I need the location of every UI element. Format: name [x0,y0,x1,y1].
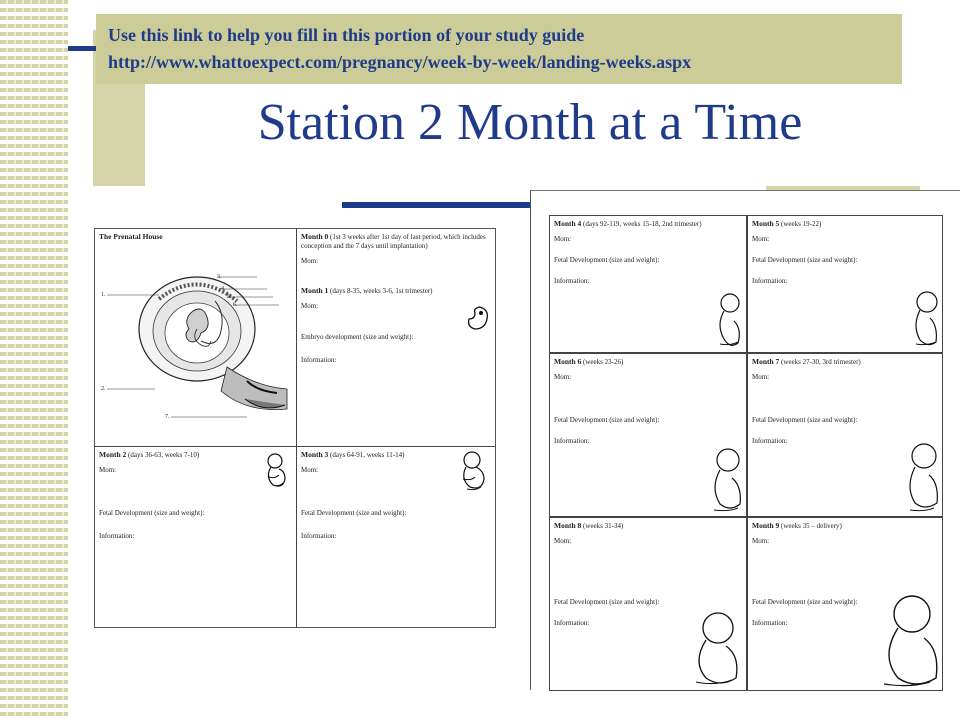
fetus-month-4-icon [714,292,744,350]
month-6-subtitle: (weeks 23-26) [583,358,624,366]
month-6-information: Information: [554,437,590,445]
month-5-information: Information: [752,277,788,285]
label-number-6: 6. [233,302,238,308]
month-2-development: Fetal Development (size and weight): [99,509,205,517]
month-6-header: Month 6 [554,357,582,366]
month-1-mom: Mom: [301,302,319,310]
month-0-1-cell [297,229,495,447]
fetus-month-9-icon [876,592,942,691]
month-4-mom: Mom: [554,235,572,243]
label-number-1: 1. [101,292,106,298]
month-4-development: Fetal Development (size and weight): [554,256,660,264]
banner-instruction: Use this link to help you fill in this portion of your study guide [108,25,585,45]
month-3-information: Information: [301,532,337,540]
fetus-month-6-icon [708,446,744,516]
month-4-subtitle: (days 92-119, weeks 15-18, 2nd trimester) [583,220,702,228]
month-5-development: Fetal Development (size and weight): [752,256,858,264]
month-7-subtitle: (weeks 27-30, 3rd trimester) [781,358,861,366]
month-9-header: Month 9 [752,521,780,530]
embryo-month-1-icon [465,303,493,335]
month-7-cell [747,353,943,517]
month-0-header: Month 0 [301,232,329,241]
month-8-header: Month 8 [554,521,582,530]
worksheet-page-2 [530,190,960,690]
month-7-mom: Mom: [752,373,770,381]
month-9-cell [747,517,943,691]
month-9-mom: Mom: [752,537,770,545]
month-8-mom: Mom: [554,537,572,545]
month-5-header: Month 5 [752,219,780,228]
month-1-header: Month 1 [301,286,329,295]
month-6-mom: Mom: [554,373,572,381]
slide-title: Station 2 Month at a Time [257,94,803,151]
month-1-subtitle: (days 8-35, weeks 3-6, 1st trimester) [330,287,433,295]
prenatal-house-cell [95,229,297,447]
month-3-header: Month 3 [301,450,329,459]
label-number-4: 4. [221,286,226,292]
month-0-mom: Mom: [301,257,319,265]
month-8-information: Information: [554,619,590,627]
month-2-information: Information: [99,532,135,540]
month-5-subtitle: (weeks 19-22) [781,220,822,228]
month-0-subtitle: (1st 3 weeks after 1st day of last period, which includes conception and the 7 days until implantation) [301,233,486,250]
blue-accent-bar-lower [342,202,534,208]
study-guide-banner [96,14,902,84]
banner-link[interactable]: http://www.whattoexpect.com/pregnancy/week-by-week/landing-weeks.aspx [108,52,692,72]
month-7-header: Month 7 [752,357,780,366]
month-9-information: Information: [752,619,788,627]
label-number-5: 5. [227,294,232,300]
month-9-subtitle: (weeks 35 – delivery) [781,522,842,530]
month-2-mom: Mom: [99,466,117,474]
month-6-development: Fetal Development (size and weight): [554,416,660,424]
month-4-cell [549,215,747,353]
month-1-information: Information: [301,356,337,364]
month-3-development: Fetal Development (size and weight): [301,509,407,517]
fetus-month-8-icon [688,610,744,688]
prenatal-house-title: The Prenatal House [99,232,163,241]
month-1-development: Embryo development (size and weight): [301,333,414,341]
month-4-information: Information: [554,277,590,285]
blue-accent-bar [68,46,96,51]
month-5-cell [747,215,943,353]
label-number-7: 7. [165,414,170,420]
month-2-cell [95,447,297,627]
fetus-month-5-icon [910,290,940,350]
label-number-3: 3. [217,274,222,280]
month-4-header: Month 4 [554,219,582,228]
label-number-2: 2. [101,386,106,392]
month-7-development: Fetal Development (size and weight): [752,416,858,424]
fetus-month-7-icon [904,442,940,516]
month-5-mom: Mom: [752,235,770,243]
prenatal-house-diagram [97,249,293,439]
worksheet-page-1 [94,228,496,628]
fetus-month-2-icon [261,451,291,491]
month-7-information: Information: [752,437,788,445]
month-3-cell [297,447,495,627]
month-9-development: Fetal Development (size and weight): [752,598,858,606]
month-3-subtitle: (days 64-91, weeks 11-14) [330,451,405,459]
month-8-subtitle: (weeks 31-34) [583,522,624,530]
month-8-cell [549,517,747,691]
month-3-mom: Mom: [301,466,319,474]
fetus-month-3-icon [457,449,489,493]
month-2-header: Month 2 [99,450,127,459]
striped-left-border [0,0,68,720]
month-8-development: Fetal Development (size and weight): [554,598,660,606]
month-6-cell [549,353,747,517]
month-2-subtitle: (days 36-63, weeks 7-10) [128,451,200,459]
